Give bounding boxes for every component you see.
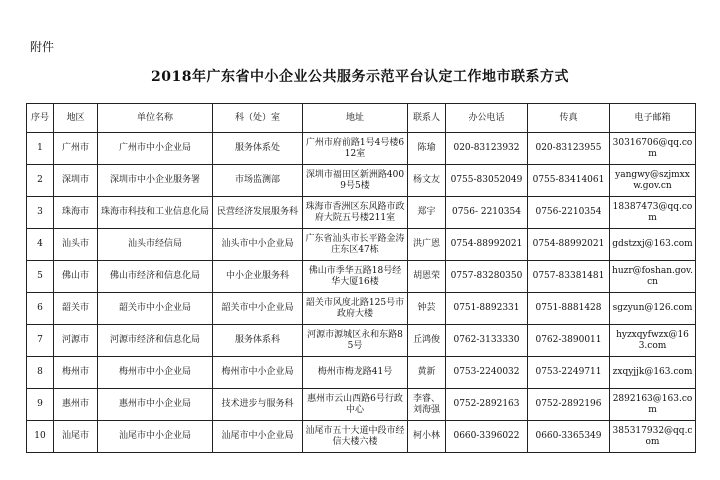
index-cell: 8	[27, 357, 54, 389]
office-phone-cell: 0751-8892331	[446, 293, 528, 325]
department-cell: 市场监测部	[213, 165, 303, 197]
office-phone-cell: 0757-83280350	[446, 261, 528, 293]
table-row	[27, 133, 696, 165]
fax-cell: 0752-2892196	[528, 389, 610, 421]
department-cell: 民营经济发展服务科	[213, 197, 303, 229]
contact-cell: 洪广恩	[408, 229, 446, 261]
index-cell: 5	[27, 261, 54, 293]
region-cell: 深圳市	[54, 165, 98, 197]
table-row	[27, 261, 696, 293]
contact-cell: 钟芸	[408, 293, 446, 325]
fax-cell: 0660-3365349	[528, 421, 610, 453]
email-cell: hyzxqyfwzx@163.com	[610, 325, 696, 357]
index-cell: 3	[27, 197, 54, 229]
index-cell: 10	[27, 421, 54, 453]
department-cell: 韶关市中小企业局	[213, 293, 303, 325]
table-row	[27, 325, 696, 357]
index-cell: 1	[27, 133, 54, 165]
email-cell: 30316706@qq.com	[610, 133, 696, 165]
contact-cell: 郑宇	[408, 197, 446, 229]
office-phone-cell: 0762-3133330	[446, 325, 528, 357]
department-cell: 汕尾市中小企业局	[213, 421, 303, 453]
address-cell: 惠州市云山西路6号行政中心	[303, 389, 408, 421]
fax-cell: 020-83123955	[528, 133, 610, 165]
document-title: 2018年广东省中小企业公共服务示范平台认定工作地市联系方式	[151, 69, 569, 85]
contact-cell: 黄新	[408, 357, 446, 389]
email-cell: sgzyun@126.com	[610, 293, 696, 325]
email-cell: gdstzxj@163.com	[610, 229, 696, 261]
region-cell: 汕头市	[54, 229, 98, 261]
unit-cell: 广州市中小企业局	[98, 133, 213, 165]
email-cell: yangwy@szjmxxw.gov.cn	[610, 165, 696, 197]
header-fax: 传真	[528, 104, 610, 133]
contacts-table	[26, 103, 696, 453]
email-cell: 18387473@qq.com	[610, 197, 696, 229]
unit-cell: 韶关市中小企业局	[98, 293, 213, 325]
unit-cell: 珠海市科技和工业信息化局	[98, 197, 213, 229]
fax-cell: 0757-83381481	[528, 261, 610, 293]
region-cell: 佛山市	[54, 261, 98, 293]
region-cell: 韶关市	[54, 293, 98, 325]
contact-cell: 胡恩荣	[408, 261, 446, 293]
contact-cell: 李睿、刘海强	[408, 389, 446, 421]
department-cell: 服务体系处	[213, 133, 303, 165]
email-cell: 2892163@163.com	[610, 389, 696, 421]
contact-cell: 丘鸿俊	[408, 325, 446, 357]
office-phone-cell: 0756- 2210354	[446, 197, 528, 229]
fax-cell: 0751-8881428	[528, 293, 610, 325]
header-index: 序号	[27, 104, 54, 133]
index-cell: 2	[27, 165, 54, 197]
unit-cell: 汕头市经信局	[98, 229, 213, 261]
office-phone-cell: 0752-2892163	[446, 389, 528, 421]
fax-cell: 0756-2210354	[528, 197, 610, 229]
contact-cell: 柯小林	[408, 421, 446, 453]
address-cell: 佛山市季华五路18号经华大厦16楼	[303, 261, 408, 293]
index-cell: 9	[27, 389, 54, 421]
fax-cell: 0762-3890011	[528, 325, 610, 357]
email-cell: zxqyjjk@163.com	[610, 357, 696, 389]
unit-cell: 惠州市中小企业局	[98, 389, 213, 421]
email-cell: huzr@foshan.gov.cn	[610, 261, 696, 293]
department-cell: 梅州市中小企业局	[213, 357, 303, 389]
unit-cell: 佛山市经济和信息化局	[98, 261, 213, 293]
fax-cell: 0753-2249711	[528, 357, 610, 389]
address-cell: 广东省汕头市长平路金涛庄东区47栋	[303, 229, 408, 261]
address-cell: 广州市府前路1号4号楼612室	[303, 133, 408, 165]
header-contact: 联系人	[408, 104, 446, 133]
region-cell: 惠州市	[54, 389, 98, 421]
annex-label: 附件	[30, 40, 55, 54]
email-cell: 385317932@qq.com	[610, 421, 696, 453]
address-cell: 河源市源城区永和东路85号	[303, 325, 408, 357]
unit-cell: 梅州市中小企业局	[98, 357, 213, 389]
office-phone-cell: 0754-88992021	[446, 229, 528, 261]
region-cell: 汕尾市	[54, 421, 98, 453]
header-department: 科（处）室	[213, 104, 303, 133]
address-cell: 珠海市香洲区东风路市政府大院五号楼211室	[303, 197, 408, 229]
department-cell: 中小企业服务科	[213, 261, 303, 293]
table-row	[27, 229, 696, 261]
department-cell: 服务体系科	[213, 325, 303, 357]
fax-cell: 0755-83414061	[528, 165, 610, 197]
unit-cell: 河源市经济和信息化局	[98, 325, 213, 357]
address-cell: 深圳市福田区新洲路4009号5楼	[303, 165, 408, 197]
office-phone-cell: 0753-2240032	[446, 357, 528, 389]
address-cell: 汕尾市五十大道中段市经信大楼六楼	[303, 421, 408, 453]
region-cell: 梅州市	[54, 357, 98, 389]
contact-cell: 杨文友	[408, 165, 446, 197]
department-cell: 汕头市中小企业局	[213, 229, 303, 261]
index-cell: 6	[27, 293, 54, 325]
address-cell: 梅州市梅龙路41号	[303, 357, 408, 389]
table-row	[27, 421, 696, 453]
table-row	[27, 197, 696, 229]
table-row	[27, 293, 696, 325]
address-cell: 韶关市风度北路125号市政府大楼	[303, 293, 408, 325]
unit-cell: 深圳市中小企业服务署	[98, 165, 213, 197]
region-cell: 河源市	[54, 325, 98, 357]
index-cell: 7	[27, 325, 54, 357]
office-phone-cell: 0755-83052049	[446, 165, 528, 197]
region-cell: 广州市	[54, 133, 98, 165]
office-phone-cell: 0660-3396022	[446, 421, 528, 453]
region-cell: 珠海市	[54, 197, 98, 229]
header-address: 地址	[303, 104, 408, 133]
table-row	[27, 357, 696, 389]
header-email: 电子邮箱	[610, 104, 696, 133]
contact-cell: 陈瑜	[408, 133, 446, 165]
department-cell: 技术进步与服务科	[213, 389, 303, 421]
table-row	[27, 389, 696, 421]
header-region: 地区	[54, 104, 98, 133]
table-header-row	[27, 104, 696, 133]
fax-cell: 0754-88992021	[528, 229, 610, 261]
unit-cell: 汕尾市中小企业局	[98, 421, 213, 453]
table-row	[27, 165, 696, 197]
header-unit: 单位名称	[98, 104, 213, 133]
index-cell: 4	[27, 229, 54, 261]
header-office-phone: 办公电话	[446, 104, 528, 133]
office-phone-cell: 020-83123932	[446, 133, 528, 165]
